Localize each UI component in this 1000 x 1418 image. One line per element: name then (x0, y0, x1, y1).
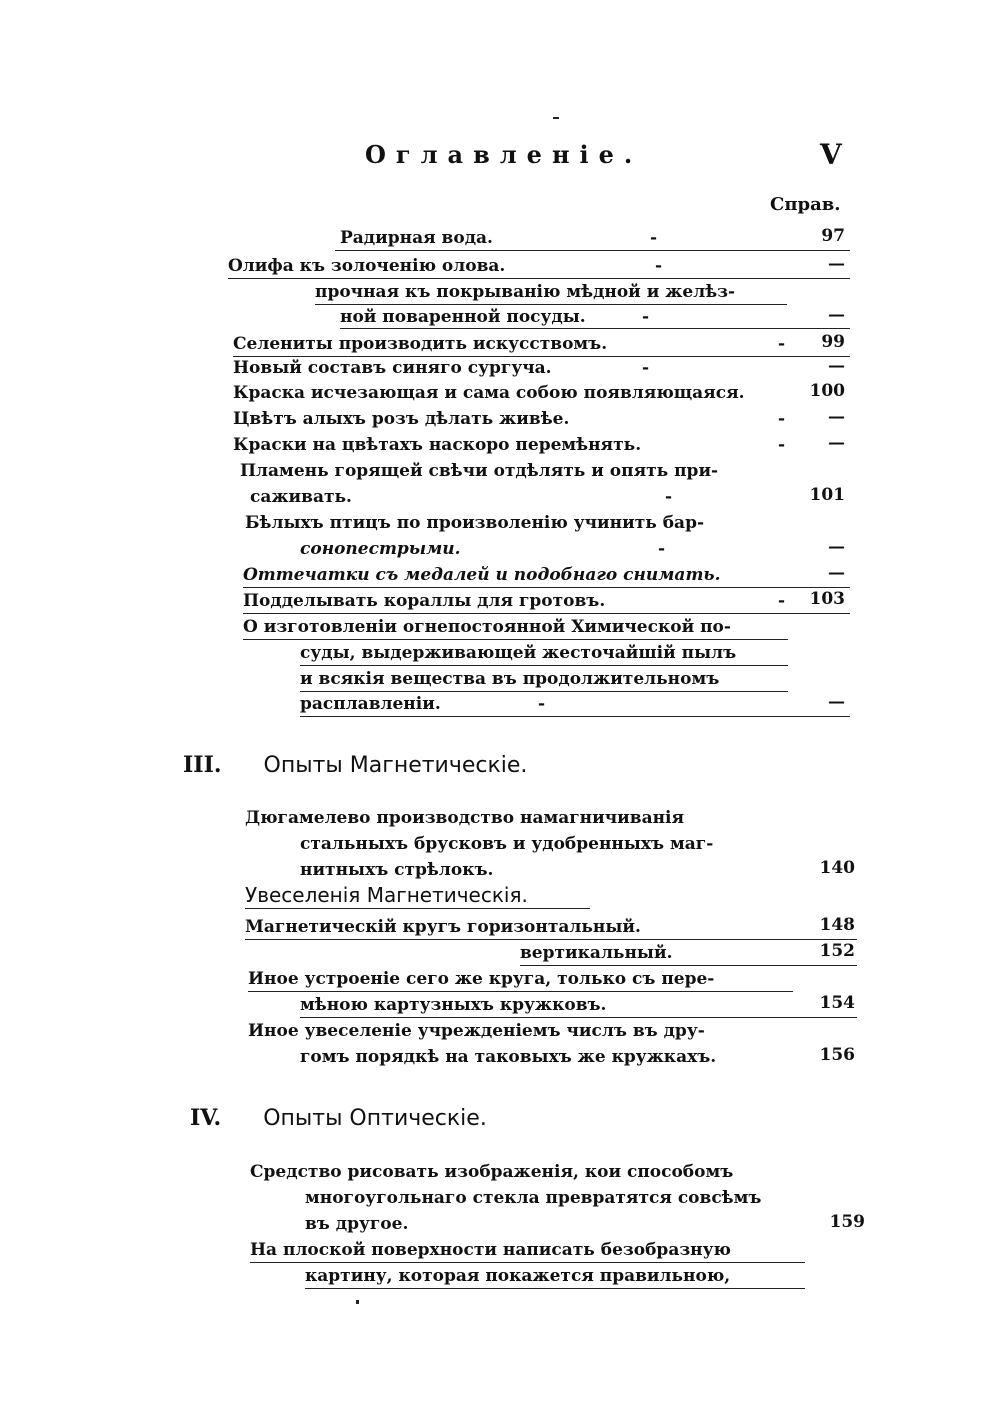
leader-dash: - (778, 435, 786, 455)
toc-entry: О изготовленіи огнепостоянной Химической по- (243, 617, 731, 637)
toc-entry: Подделывать кораллы для гротовъ. (243, 591, 606, 611)
section-title: Опыты Оптическіе. (263, 1106, 487, 1131)
toc-entry: Краски на цвѣтахъ наскоро перемѣнять. (233, 435, 642, 455)
toc-entry: въ другое. (305, 1214, 409, 1234)
entry-underline (305, 1288, 805, 1289)
leader-dash: - (658, 539, 666, 559)
toc-page-number: 101 (809, 485, 845, 505)
page-title: Оглавленіе. (365, 140, 643, 169)
toc-page-number: — (828, 433, 845, 453)
toc-entry: суды, выдерживающей жесточайшій пылъ (300, 643, 737, 663)
page-column-heading: Справ. (770, 194, 841, 215)
leader-dash: - (642, 358, 650, 378)
toc-page-number: 140 (819, 858, 855, 878)
entry-underline (300, 716, 850, 717)
toc-entry: и всякія вещества въ продолжительномъ (300, 669, 720, 689)
subheading: Увеселенія Магнетическія. (245, 883, 528, 907)
toc-entry: Олифа къ золоченію олова. (228, 256, 506, 276)
entry-underline (340, 328, 850, 329)
toc-entry: сонопестрыми. (300, 539, 461, 559)
toc-page-number: 156 (819, 1045, 855, 1065)
entry-underline (243, 639, 788, 640)
toc-page-number: — (828, 254, 845, 274)
toc-entry: Краска исчезающая и сама собою появляющаяся. (233, 383, 745, 403)
toc-entry: Средство рисовать изображенія, кои способомъ (250, 1162, 734, 1182)
toc-entry: прочная къ покрыванію мѣдной и желѣз- (315, 282, 736, 302)
toc-entry: ной поваренной посуды. (340, 307, 586, 327)
toc-entry: картину, которая покажется правильною, (305, 1266, 731, 1286)
entry-underline (243, 587, 850, 588)
toc-page-number: 154 (819, 993, 855, 1013)
toc-entry: Иное устроеніе сего же круга, только съ пере- (248, 969, 715, 989)
leader-dash: - (778, 334, 786, 354)
entry-underline (248, 991, 793, 992)
ink-speck (356, 1300, 359, 1304)
section-title: Опыты Магнетическіе. (263, 753, 528, 778)
toc-entry: Новый составъ синяго сургуча. (233, 358, 552, 378)
entry-underline (300, 1017, 857, 1018)
toc-page-number: 103 (809, 589, 845, 609)
toc-page-number: — (828, 356, 845, 376)
entry-underline (335, 250, 850, 251)
leader-dash: - (650, 228, 658, 248)
leader-dash: - (655, 256, 663, 276)
toc-entry: нитныхъ стрѣлокъ. (300, 860, 494, 880)
toc-entry: расплавленіи. (300, 694, 441, 714)
toc-entry: Бѣлыхъ птицъ по произволенію учинить бар- (245, 513, 705, 533)
toc-page-number: — (828, 305, 845, 325)
toc-entry: стальныхъ брусковъ и удобренныхъ маг- (300, 834, 714, 854)
toc-entry: Магнетическій кругъ горизонтальный. (245, 917, 641, 937)
entry-underline (245, 939, 857, 940)
toc-entry: На плоской поверхности написать безобразную (250, 1240, 731, 1260)
page-folio: V (820, 138, 842, 171)
toc-page-number: — (828, 407, 845, 427)
leader-dash: - (642, 307, 650, 327)
section-number: III. (183, 752, 222, 778)
toc-entry: Радирная вода. (340, 228, 493, 248)
entry-underline (243, 613, 850, 614)
toc-page-number: 97 (821, 226, 845, 246)
toc-page-number: 99 (821, 332, 845, 352)
toc-page-number: 159 (829, 1212, 865, 1232)
toc-page-number: 148 (819, 915, 855, 935)
toc-entry: гомъ порядкѣ на таковыхъ же кружкахъ. (300, 1047, 717, 1067)
leader-dash: - (778, 409, 786, 429)
toc-page-number: 100 (809, 381, 845, 401)
toc-entry: саживать. (250, 487, 352, 507)
toc-entry: Оттечатки съ медалей и подобнаго снимать. (243, 565, 721, 585)
toc-entry: мѣною картузныхъ кружковъ. (300, 995, 607, 1015)
toc-entry: вертикальный. (520, 943, 673, 963)
section-heading (183, 752, 527, 778)
toc-entry: Цвѣтъ алыхъ розъ дѣлать живѣе. (233, 409, 570, 429)
entry-underline (228, 278, 850, 279)
toc-entry: Пламень горящей свѣчи отдѣлять и опять при- (240, 461, 719, 481)
toc-page-number: 152 (819, 941, 855, 961)
section-heading (190, 1105, 487, 1131)
subheading-underline (245, 908, 590, 909)
leader-dash: - (778, 591, 786, 611)
section-number: IV. (190, 1105, 222, 1131)
toc-page-number: — (828, 692, 845, 712)
entry-underline (300, 665, 788, 666)
toc-entry: многоугольнаго стекла превратятся совсѣмъ (305, 1188, 762, 1208)
toc-page-number: — (828, 563, 845, 583)
toc-entry: Дюгамелево производство намагничиванія (245, 808, 685, 828)
leader-dash: - (665, 487, 673, 507)
entry-underline (520, 965, 857, 966)
leader-dash: - (538, 694, 546, 714)
toc-page-number: — (828, 537, 845, 557)
ink-speck (553, 117, 559, 119)
toc-entry: Селениты производить искусствомъ. (233, 334, 608, 354)
entry-underline (250, 1262, 805, 1263)
toc-entry: Иное увеселеніе учрежденіемъ числъ въ дру- (248, 1021, 705, 1041)
